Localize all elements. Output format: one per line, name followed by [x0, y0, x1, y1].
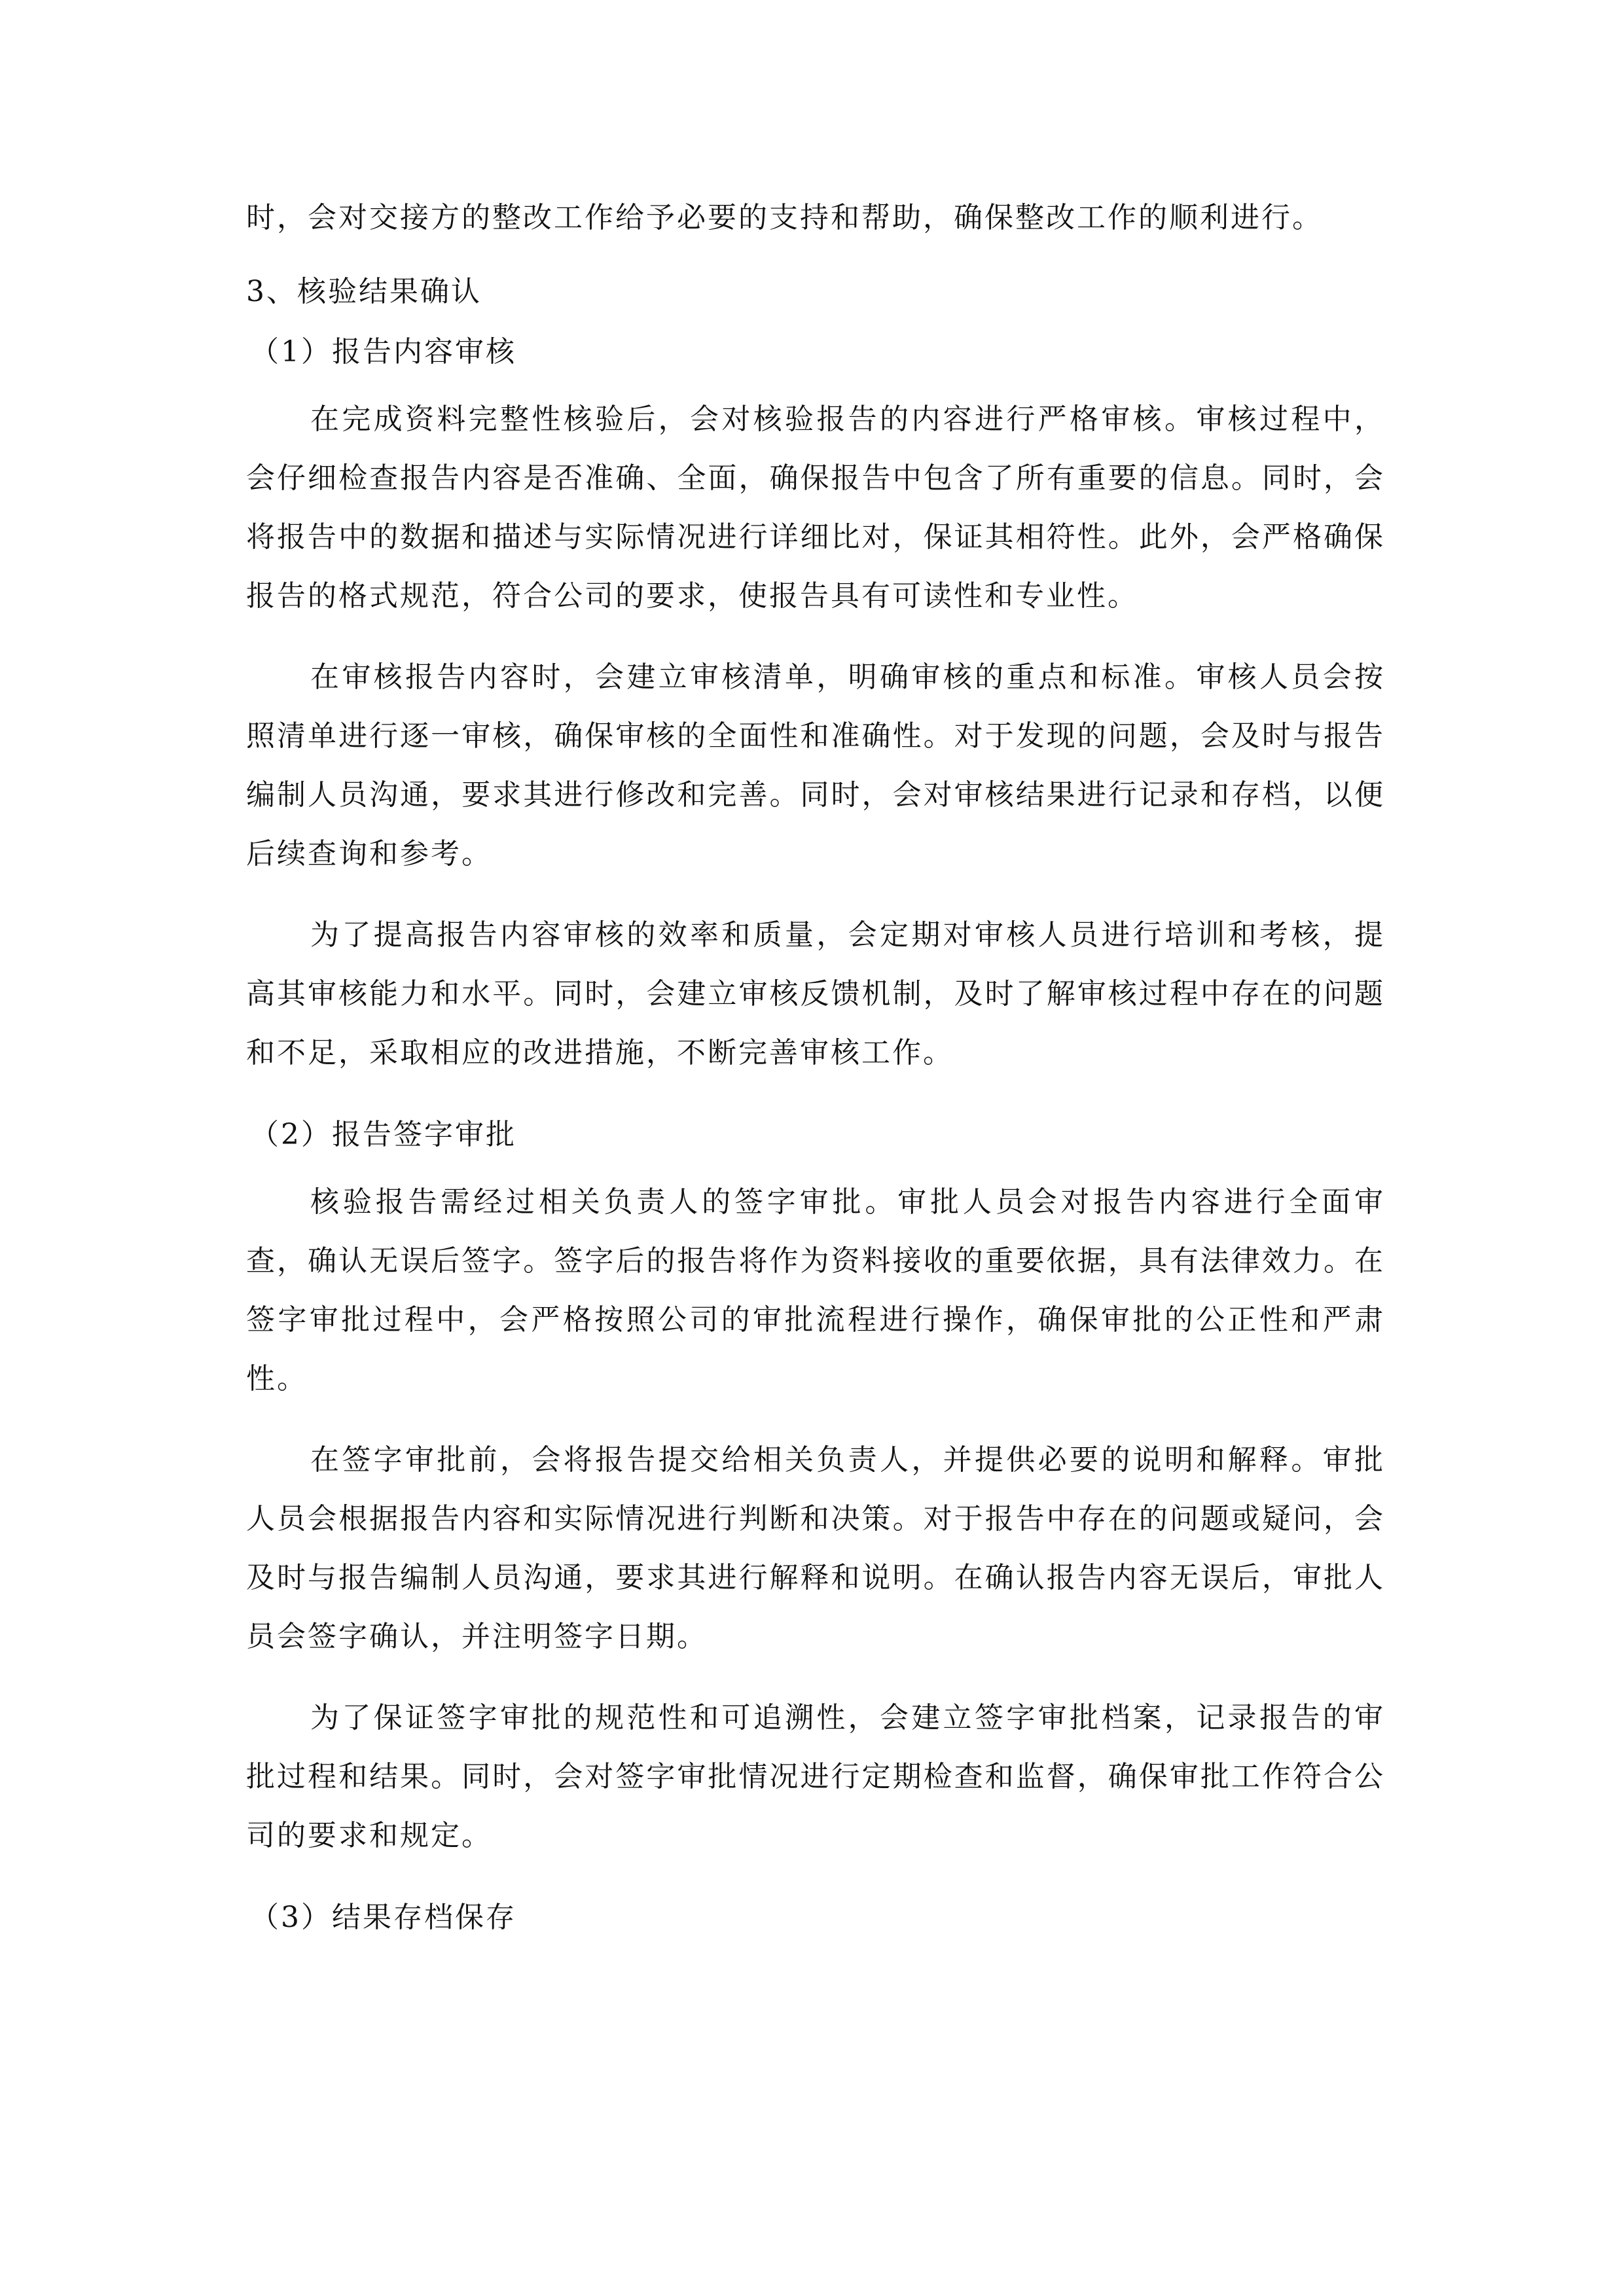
subsection-heading-3: （3）结果存档保存 — [250, 1901, 516, 1934]
spacer — [246, 374, 1385, 390]
spacer — [246, 247, 1385, 270]
spacer — [246, 314, 1385, 330]
subsection-heading-2: （2）报告签字审批 — [250, 1118, 516, 1151]
spacer — [246, 884, 1385, 906]
subsection-heading-1: （1）报告内容审核 — [250, 335, 516, 368]
subsection-2-paragraph-3: 为了保证签字审批的规范性和可追溯性，会建立签字审批档案，记录报告的审批过程和结果。同时，会对签字审批情况进行定期检查和监督，确保审批工作符合公司的要求和规定。 — [246, 1701, 1385, 1852]
spacer — [246, 1083, 1385, 1113]
subsection-1-paragraph-3: 为了提高报告内容审核的效率和质量，会定期对审核人员进行培训和考核，提高其审核能力和水平。同时，会建立审核反馈机制，及时了解审核过程中存在的问题和不足，采取相应的改进措施，不断完善审核工作。 — [246, 918, 1385, 1069]
spacer — [246, 1408, 1385, 1431]
subsection-1-paragraph-2: 在审核报告内容时，会建立审核清单，明确审核的重点和标准。审核人员会按照清单进行逐一审核，确保审核的全面性和准确性。对于发现的问题，会及时与报告编制人员沟通，要求其进行修改和完善。同时，会对审核结果进行记录和存档，以便后续查询和参考。 — [246, 660, 1385, 870]
document-body — [246, 188, 1385, 1940]
spacer — [246, 1157, 1385, 1173]
continuation-paragraph: 时，会对交接方的整改工作给予必要的支持和帮助，确保整改工作的顺利进行。 — [246, 201, 1323, 234]
spacer — [246, 1666, 1385, 1689]
spacer — [246, 1865, 1385, 1895]
spacer — [246, 626, 1385, 648]
subsection-2-paragraph-1: 核验报告需经过相关负责人的签字审批。审批人员会对报告内容进行全面审查，确认无误后签字。签字后的报告将作为资料接收的重要依据，具有法律效力。在签字审批过程中，会严格按照公司的审批流程进行操作，确保审批的公正性和严肃性。 — [246, 1185, 1385, 1395]
section-heading: 3、核验结果确认 — [246, 275, 482, 308]
subsection-2-paragraph-2: 在签字审批前，会将报告提交给相关负责人，并提供必要的说明和解释。审批人员会根据报告内容和实际情况进行判断和决策。对于报告中存在的问题或疑问，会及时与报告编制人员沟通，要求其进行解释和说明。在确认报告内容无误后，审批人员会签字确认，并注明签字日期。 — [246, 1443, 1385, 1653]
subsection-1-paragraph-1: 在完成资料完整性核验后，会对核验报告的内容进行严格审核。审核过程中，会仔细检查报告内容是否准确、全面，确保报告中包含了所有重要的信息。同时，会将报告中的数据和描述与实际情况进行详细比对，保证其相符性。此外，会严格确保报告的格式规范，符合公司的要求，使报告具有可读性和专业性。 — [246, 403, 1385, 613]
